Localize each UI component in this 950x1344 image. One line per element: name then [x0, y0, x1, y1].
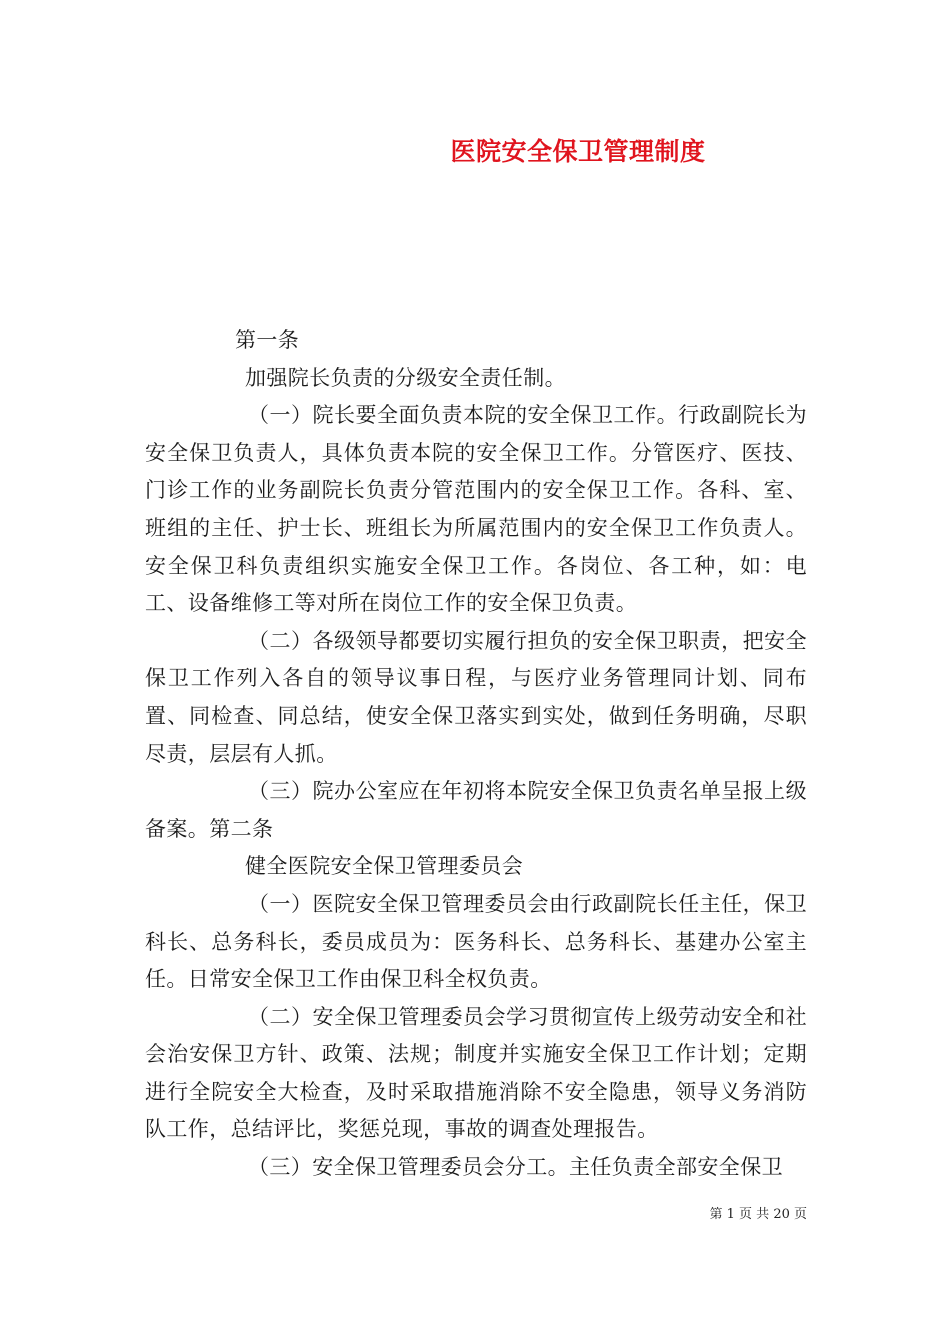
article-2-clause-2: （二）安全保卫管理委员会学习贯彻宣传上级劳动安全和社会治安保卫方针、政策、法规；制度并实施安全保卫工作计划；定期进行全院安全大检查，及时采取措施消除不安全隐患，领导义务消防队工作，总结评比，奖惩兑现，事故的调查处理报告。	[145, 1004, 807, 1142]
article-1-clause-3: （三）院办公室应在年初将本院安全保卫负责名单呈报上级备案。第二条	[145, 779, 807, 841]
article-1-heading: 加强院长负责的分级安全责任制。	[245, 365, 566, 390]
document-title: 医院安全保卫管理制度	[450, 137, 706, 166]
article-2-clause-3: （三）安全保卫管理委员会分工。主任负责全部安全保卫	[248, 1155, 783, 1180]
article-1-clause-1: （一）院长要全面负责本院的安全保卫工作。行政副院长为安全保卫负责人，具体负责本院的安全保卫工作。分管医疗、医技、门诊工作的业务副院长负责分管范围内的安全保卫工作。各科、室、班组的主任、护士长、班组长为所属范围内的安全保卫工作负责人。安全保卫科负责组织实施安全保卫工作。各岗位、各工种，如：电工、设备维修工等对所在岗位工作的安全保卫负责。	[145, 403, 807, 616]
article-1-clause-2: （二）各级领导都要切实履行担负的安全保卫职责，把安全保卫工作列入各自的领导议事日程，与医疗业务管理同计划、同布置、同检查、同总结，使安全保卫落实到实处，做到任务明确，尽职尽责，层层有人抓。	[145, 628, 807, 766]
document-body	[145, 322, 807, 1187]
page-number: 第 1 页 共 20 页	[709, 1207, 807, 1222]
article-2-heading: 健全医院安全保卫管理委员会	[245, 854, 524, 879]
article-2-clause-1: （一）医院安全保卫管理委员会由行政副院长任主任，保卫科长、总务科长，委员成员为：医务科长、总务科长、基建办公室主任。日常安全保卫工作由保卫科全权负责。	[145, 891, 807, 992]
article-1-label: 第一条	[235, 328, 300, 352]
